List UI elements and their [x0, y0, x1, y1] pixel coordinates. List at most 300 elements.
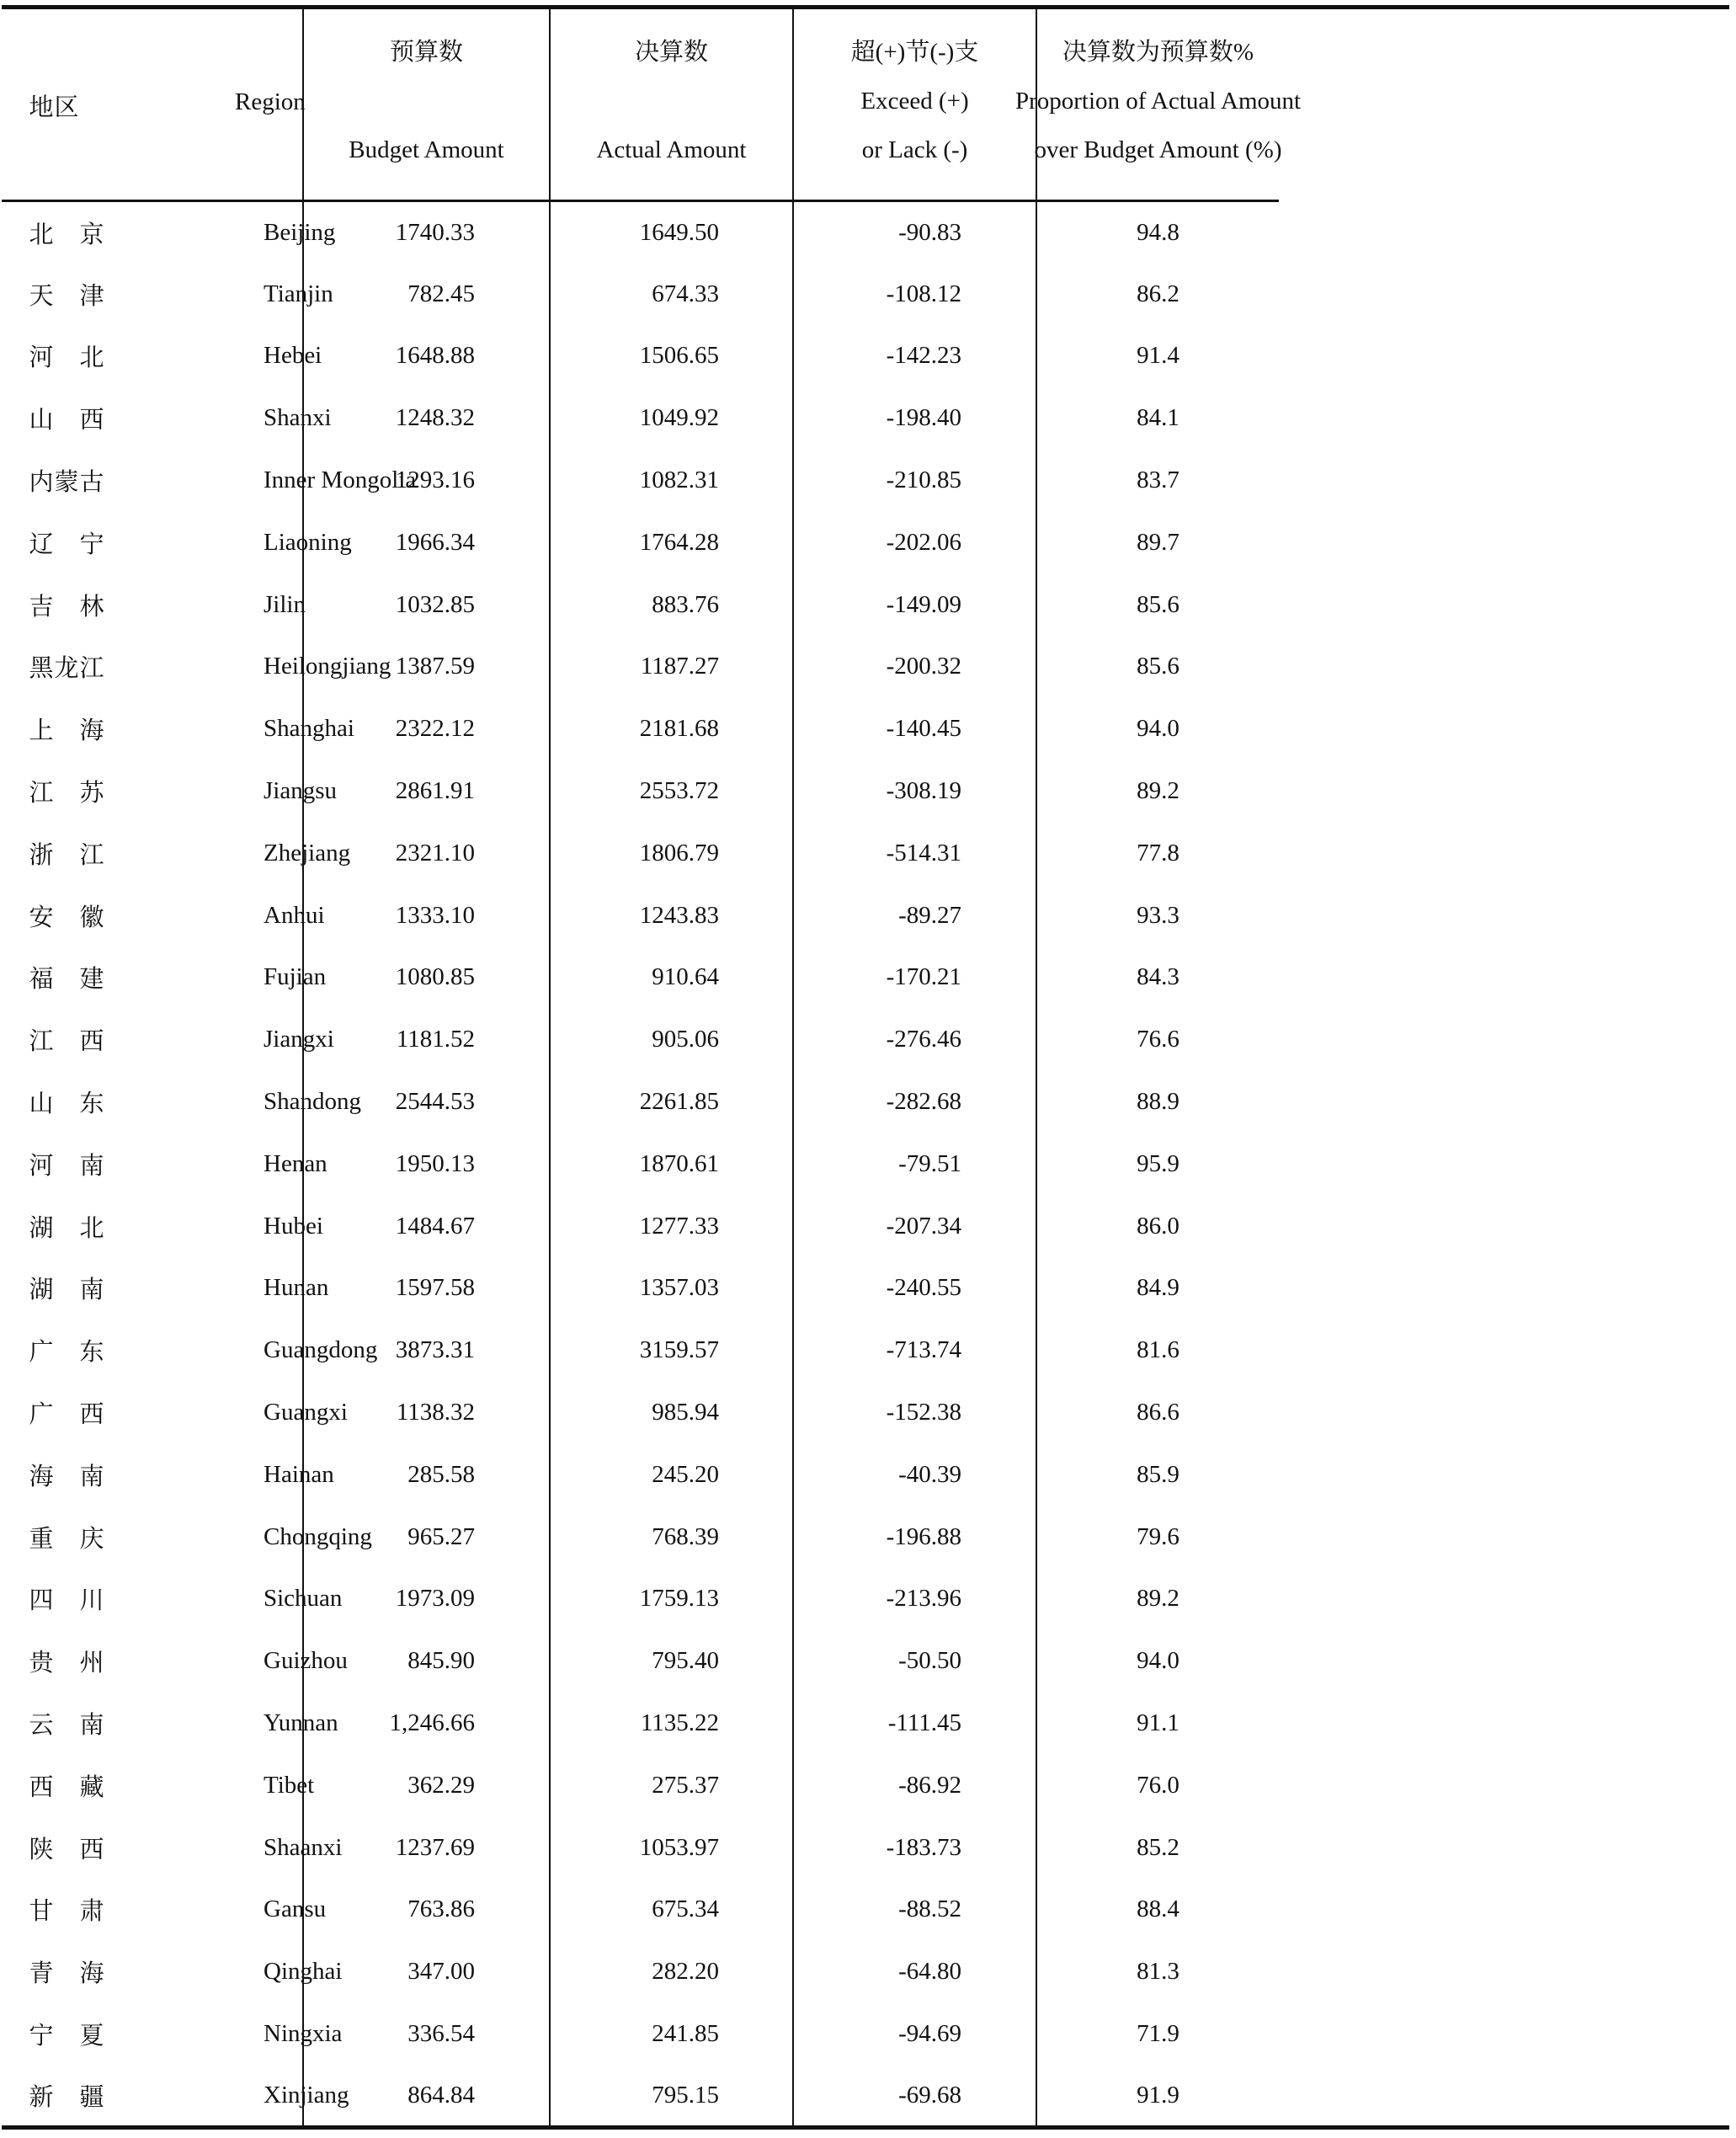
region-zh [2, 401, 104, 435]
region-zh [2, 960, 104, 994]
budget-cell: 1966.34 [303, 511, 550, 573]
region-cell [2, 1071, 361, 1133]
actual-cell: 1187.27 [550, 636, 793, 698]
budget-cell: 1648.88 [303, 325, 550, 387]
region-en: Beijing [264, 218, 336, 246]
region-cell [2, 387, 332, 450]
region-cell [2, 1257, 329, 1320]
region-en: Shanghai [264, 715, 354, 743]
region-zh-char [54, 1395, 79, 1430]
region-zh [2, 1333, 104, 1368]
region-zh [2, 216, 104, 250]
region-zh [2, 1831, 104, 1865]
ratio-cell: 81.6 [1036, 1320, 1279, 1382]
region-zh-char: 江 [29, 1028, 54, 1056]
budget-cell: 864.84 [303, 2065, 550, 2127]
region-zh-char: 宁 [29, 2023, 54, 2050]
header-actual [550, 8, 793, 201]
region-zh-char: 南 [79, 1712, 104, 1740]
region-zh-char: 青 [29, 1960, 54, 1988]
ratio-cell: 94.8 [1036, 201, 1279, 264]
ratio-cell: 91.9 [1036, 2065, 1279, 2127]
region-zh-char: 西 [79, 1028, 104, 1056]
region-zh-char [54, 1085, 79, 1119]
region-en: Guizhou [264, 1647, 348, 1675]
region-zh [2, 649, 104, 684]
region-zh [2, 1147, 104, 1181]
header-area-zh-2: 区 [54, 94, 79, 121]
header-ratio-en1: Proportion of Actual Amount [1014, 88, 1302, 115]
budget-cell: 1248.32 [303, 387, 550, 450]
header-ratio-en2: over Budget Amount (%) [1034, 136, 1282, 163]
ratio-cell: 94.0 [1036, 1630, 1279, 1693]
region-zh-char [54, 1644, 79, 1678]
region-zh [2, 1954, 104, 1989]
budget-cell: 1597.58 [303, 1257, 550, 1320]
actual-cell: 1759.13 [550, 1568, 793, 1630]
region-zh [2, 1644, 104, 1678]
actual-cell: 905.06 [550, 1009, 793, 1071]
header-diff [793, 8, 1036, 201]
region-cell [2, 2003, 343, 2066]
actual-cell: 883.76 [550, 573, 793, 636]
actual-cell: 275.37 [550, 1754, 793, 1816]
region-cell [2, 1816, 343, 1879]
budget-cell: 1950.13 [303, 1133, 550, 1195]
diff-cell: -69.68 [793, 2065, 1036, 2127]
region-zh-char: 川 [79, 1587, 104, 1615]
region-zh-char: 南 [79, 1277, 104, 1304]
diff-cell: -90.83 [793, 201, 1036, 264]
region-zh-char: 黑 [29, 655, 54, 683]
region-zh-char: 广 [29, 1401, 54, 1429]
region-zh-char [54, 960, 79, 994]
region-zh-char: 湖 [29, 1277, 54, 1304]
region-en: Anhui [264, 901, 325, 929]
region-en: Hubei [264, 1212, 323, 1240]
budget-cell: 2544.53 [303, 1071, 550, 1133]
diff-cell: -202.06 [793, 511, 1036, 573]
table-row [2, 636, 1729, 698]
region-zh [2, 836, 104, 871]
region-en: Fujian [264, 963, 327, 991]
region-en: Zhejiang [264, 839, 351, 866]
region-zh-char [54, 1831, 79, 1865]
diff-cell: -213.96 [793, 1568, 1036, 1630]
region-zh-char: 藏 [79, 1773, 104, 1801]
region-en: Guangdong [264, 1336, 378, 1364]
budget-table [2, 5, 1729, 2130]
region-zh-char [54, 1147, 79, 1181]
region-en: Hunan [264, 1274, 329, 1302]
region-zh-char [54, 339, 79, 373]
region-en: Shandong [264, 1088, 361, 1116]
region-zh-char: 内 [29, 469, 54, 497]
diff-cell: -79.51 [793, 1133, 1036, 1195]
table-row [2, 1506, 1729, 1568]
table-row [2, 698, 1729, 760]
region-zh-char [54, 2078, 79, 2113]
region-zh-char: 北 [29, 221, 54, 248]
table-row [2, 1941, 1729, 2003]
budget-cell: 763.86 [303, 1879, 550, 1941]
ratio-cell: 86.0 [1036, 1195, 1279, 1257]
ratio-cell: 85.6 [1036, 636, 1279, 698]
region-zh-char: 吉 [29, 593, 54, 621]
region-cell [2, 1009, 334, 1071]
table-row [2, 1320, 1729, 1382]
region-zh-char: 福 [29, 966, 54, 994]
budget-cell: 2322.12 [303, 698, 550, 760]
table-row [2, 1630, 1729, 1693]
region-zh-char: 北 [79, 344, 104, 372]
actual-cell: 241.85 [550, 2003, 793, 2066]
ratio-cell: 86.2 [1036, 263, 1279, 325]
actual-cell: 1082.31 [550, 450, 793, 512]
header-budget-zh: 预算数 [389, 39, 463, 66]
region-zh-char [54, 1271, 79, 1305]
actual-cell: 1277.33 [550, 1195, 793, 1257]
region-en: Xinjiang [264, 2081, 349, 2109]
table-row [2, 946, 1729, 1009]
region-zh [2, 898, 104, 933]
budget-cell: 362.29 [303, 1754, 550, 1816]
header-ratio-zh: 决算数为预算数% [1062, 39, 1254, 66]
region-cell [2, 884, 325, 946]
region-en: Jiangxi [264, 1026, 334, 1053]
ratio-cell: 83.7 [1036, 450, 1279, 512]
region-cell [2, 325, 322, 387]
region-zh-char: 西 [79, 1401, 104, 1429]
region-en: Henan [264, 1149, 327, 1177]
ratio-cell: 94.0 [1036, 698, 1279, 760]
region-zh-char: 山 [29, 1090, 54, 1118]
region-zh-char: 贵 [29, 1650, 54, 1677]
actual-cell: 768.39 [550, 1506, 793, 1568]
region-zh-char [54, 1520, 79, 1554]
region-zh-char: 上 [29, 717, 54, 745]
region-zh-char: 四 [29, 1587, 54, 1615]
region-en: Qinghai [264, 1958, 343, 1986]
actual-cell: 795.15 [550, 2065, 793, 2127]
ratio-cell: 88.9 [1036, 1071, 1279, 1133]
region-en: Ningxia [264, 2020, 343, 2047]
region-zh-char: 河 [29, 344, 54, 372]
region-zh [2, 1892, 104, 1927]
region-en: Inner Mongolia [264, 467, 417, 494]
region-zh-char: 龙 [54, 655, 79, 683]
region-zh-char: 安 [29, 904, 54, 931]
region-zh-char: 天 [29, 282, 54, 310]
header-diff-en1: Exceed (+) [860, 88, 969, 115]
region-zh-char: 甘 [29, 1898, 54, 1926]
region-en: Yunnan [264, 1709, 338, 1737]
table-row [2, 1443, 1729, 1506]
budget-cell: 1973.09 [303, 1568, 550, 1630]
region-cell [2, 2065, 349, 2127]
region-zh-char: 浙 [29, 841, 54, 869]
region-zh-char [54, 774, 79, 808]
ratio-cell: 85.9 [1036, 1443, 1279, 1506]
ratio-cell: 76.0 [1036, 1754, 1279, 1816]
diff-cell: -149.09 [793, 573, 1036, 636]
region-cell [2, 1506, 372, 1568]
table-row [2, 1879, 1729, 1941]
region-zh-char [54, 1209, 79, 1244]
actual-cell: 674.33 [550, 263, 793, 325]
region-zh-char: 林 [79, 593, 104, 621]
region-zh-char [54, 712, 79, 746]
actual-cell: 1870.61 [550, 1133, 793, 1195]
table-row [2, 1071, 1729, 1133]
region-zh [2, 588, 104, 622]
actual-cell: 985.94 [550, 1382, 793, 1444]
region-zh-char: 津 [79, 282, 104, 310]
ratio-cell: 71.9 [1036, 2003, 1279, 2066]
region-zh [2, 774, 104, 808]
diff-cell: -514.31 [793, 822, 1036, 884]
region-zh [2, 1458, 104, 1492]
ratio-cell: 84.1 [1036, 387, 1279, 450]
region-zh [2, 712, 104, 746]
diff-cell: -207.34 [793, 1195, 1036, 1257]
region-zh [2, 1520, 104, 1554]
actual-cell: 1806.79 [550, 822, 793, 884]
table-row [2, 1195, 1729, 1257]
region-zh-char: 江 [29, 780, 54, 808]
diff-cell: -108.12 [793, 263, 1036, 325]
region-en: Chongqing [264, 1522, 372, 1550]
region-zh [2, 525, 104, 560]
budget-cell: 782.45 [303, 263, 550, 325]
ratio-cell: 85.2 [1036, 1816, 1279, 1879]
table-row [2, 263, 1729, 325]
table-row [2, 1133, 1729, 1195]
region-cell [2, 1320, 378, 1382]
region-zh-char: 山 [29, 407, 54, 435]
table-row [2, 760, 1729, 823]
diff-cell: -140.45 [793, 698, 1036, 760]
ratio-cell: 85.6 [1036, 573, 1279, 636]
region-zh-char: 河 [29, 1152, 54, 1180]
diff-cell: -111.45 [793, 1693, 1036, 1755]
diff-cell: -240.55 [793, 1257, 1036, 1320]
region-en: Guangxi [264, 1399, 348, 1426]
actual-cell: 2553.72 [550, 760, 793, 823]
budget-cell: 1740.33 [303, 201, 550, 264]
diff-cell: -152.38 [793, 1382, 1036, 1444]
header-actual-zh: 决算数 [634, 39, 708, 66]
region-en: Hebei [264, 342, 322, 370]
region-zh-char: 南 [79, 1463, 104, 1490]
diff-cell: -40.39 [793, 1443, 1036, 1506]
region-cell [2, 1382, 348, 1444]
region-zh-char: 建 [79, 966, 104, 994]
actual-cell: 282.20 [550, 1941, 793, 2003]
ratio-cell: 84.9 [1036, 1257, 1279, 1320]
region-zh-char: 广 [29, 1339, 54, 1367]
ratio-cell: 77.8 [1036, 822, 1279, 884]
ratio-cell: 89.2 [1036, 760, 1279, 823]
actual-cell: 910.64 [550, 946, 793, 1009]
region-zh-char: 肃 [79, 1898, 104, 1926]
diff-cell: -50.50 [793, 1630, 1036, 1693]
table-row [2, 511, 1729, 573]
diff-cell: -196.88 [793, 1506, 1036, 1568]
table-row [2, 1257, 1729, 1320]
table-row [2, 1754, 1729, 1816]
diff-cell: -142.23 [793, 325, 1036, 387]
region-cell [2, 1443, 334, 1506]
region-zh [2, 277, 104, 312]
region-zh-char [54, 1706, 79, 1741]
region-en: Shaanxi [264, 1833, 343, 1861]
region-zh-char: 新 [29, 2083, 54, 2111]
region-zh [2, 2017, 104, 2051]
region-zh [2, 1395, 104, 1430]
budget-cell: 1138.32 [303, 1382, 550, 1444]
budget-cell: 2321.10 [303, 822, 550, 884]
region-zh-char: 江 [79, 655, 104, 683]
region-cell [2, 511, 352, 573]
budget-cell: 1293.16 [303, 450, 550, 512]
diff-cell: -170.21 [793, 946, 1036, 1009]
region-zh-char: 疆 [79, 2083, 104, 2111]
budget-cell: 845.90 [303, 1630, 550, 1693]
table-row [2, 325, 1729, 387]
budget-cell: 347.00 [303, 1941, 550, 2003]
header-diff-en2: or Lack (-) [861, 136, 968, 163]
table-body [2, 201, 1729, 2128]
table-row [2, 884, 1729, 946]
ratio-cell: 95.9 [1036, 1133, 1279, 1195]
actual-cell: 1764.28 [550, 511, 793, 573]
region-cell [2, 201, 336, 264]
header-area [2, 8, 306, 201]
budget-cell: 1237.69 [303, 1816, 550, 1879]
actual-cell: 1649.50 [550, 201, 793, 264]
region-cell [2, 822, 351, 884]
table-row [2, 201, 1729, 264]
region-zh-char: 东 [79, 1090, 104, 1118]
header-ratio [1014, 8, 1302, 201]
region-en: Tianjin [264, 280, 333, 307]
actual-cell: 3159.57 [550, 1320, 793, 1382]
region-zh-char: 海 [79, 1960, 104, 1988]
region-en: Liaoning [264, 528, 352, 556]
region-zh-char: 徽 [79, 904, 104, 931]
region-zh-char: 州 [79, 1650, 104, 1677]
region-cell [2, 1133, 327, 1195]
region-zh [2, 1581, 104, 1616]
region-zh-char: 古 [79, 469, 104, 497]
region-zh-char: 西 [29, 1773, 54, 1801]
region-cell [2, 1195, 323, 1257]
region-cell [2, 946, 327, 1009]
region-zh-char: 西 [79, 1836, 104, 1863]
table-row [2, 1816, 1729, 1879]
table-row [2, 1568, 1729, 1630]
actual-cell: 1053.97 [550, 1816, 793, 1879]
ratio-cell: 76.6 [1036, 1009, 1279, 1071]
region-cell [2, 1693, 338, 1755]
diff-cell: -183.73 [793, 1816, 1036, 1879]
region-zh-char [54, 2017, 79, 2051]
table-row [2, 1382, 1729, 1444]
ratio-cell: 89.7 [1036, 511, 1279, 573]
budget-cell: 285.58 [303, 1443, 550, 1506]
region-en: Sichuan [264, 1585, 343, 1613]
region-en: Gansu [264, 1895, 327, 1923]
actual-cell: 675.34 [550, 1879, 793, 1941]
budget-cell: 2861.91 [303, 760, 550, 823]
region-zh-char [54, 1581, 79, 1616]
region-zh-char: 庆 [79, 1525, 104, 1553]
region-cell [2, 1754, 315, 1816]
region-en: Jilin [264, 590, 306, 618]
header-actual-en: Actual Amount [596, 136, 747, 163]
ratio-cell: 86.6 [1036, 1382, 1279, 1444]
region-zh-char [54, 1954, 79, 1989]
diff-cell: -198.40 [793, 387, 1036, 450]
table-row [2, 2003, 1729, 2066]
region-cell [2, 573, 306, 636]
region-en: Heilongjiang [264, 653, 391, 680]
diff-cell: -94.69 [793, 2003, 1036, 2066]
region-cell [2, 1879, 327, 1941]
diff-cell: -64.80 [793, 1941, 1036, 2003]
budget-cell: 1181.52 [303, 1009, 550, 1071]
budget-cell: 3873.31 [303, 1320, 550, 1382]
region-zh [2, 1768, 104, 1803]
region-zh [2, 1209, 104, 1244]
region-zh-char: 京 [79, 221, 104, 248]
ratio-cell: 93.3 [1036, 884, 1279, 946]
region-en: Shanxi [264, 404, 332, 432]
ratio-cell: 79.6 [1036, 1506, 1279, 1568]
region-zh [2, 1022, 104, 1057]
region-zh [2, 1706, 104, 1741]
budget-cell: 336.54 [303, 2003, 550, 2066]
header-budget [303, 8, 550, 201]
header-budget-en: Budget Amount [349, 136, 504, 163]
actual-cell: 1506.65 [550, 325, 793, 387]
region-zh-char: 东 [79, 1339, 104, 1367]
budget-cell: 1080.85 [303, 946, 550, 1009]
diff-cell: -282.68 [793, 1071, 1036, 1133]
region-zh-char [54, 1458, 79, 1492]
region-zh-char: 陕 [29, 1836, 54, 1863]
table-row [2, 387, 1729, 450]
table-row [2, 1009, 1729, 1071]
table-row [2, 573, 1729, 636]
region-cell [2, 1568, 343, 1630]
actual-cell: 1135.22 [550, 1693, 793, 1755]
region-zh-char [54, 1768, 79, 1803]
ratio-cell: 89.2 [1036, 1568, 1279, 1630]
ratio-cell: 91.4 [1036, 325, 1279, 387]
table-row [2, 822, 1729, 884]
header-area-zh-1: 地 [29, 94, 54, 121]
region-zh [2, 339, 104, 373]
header-diff-zh: 超(+)节(-)支 [850, 39, 979, 66]
region-zh-char: 北 [79, 1214, 104, 1242]
region-zh-char: 重 [29, 1525, 54, 1553]
region-cell [2, 450, 417, 512]
region-zh [2, 463, 104, 498]
ratio-cell: 81.3 [1036, 1941, 1279, 2003]
actual-cell: 245.20 [550, 1443, 793, 1506]
